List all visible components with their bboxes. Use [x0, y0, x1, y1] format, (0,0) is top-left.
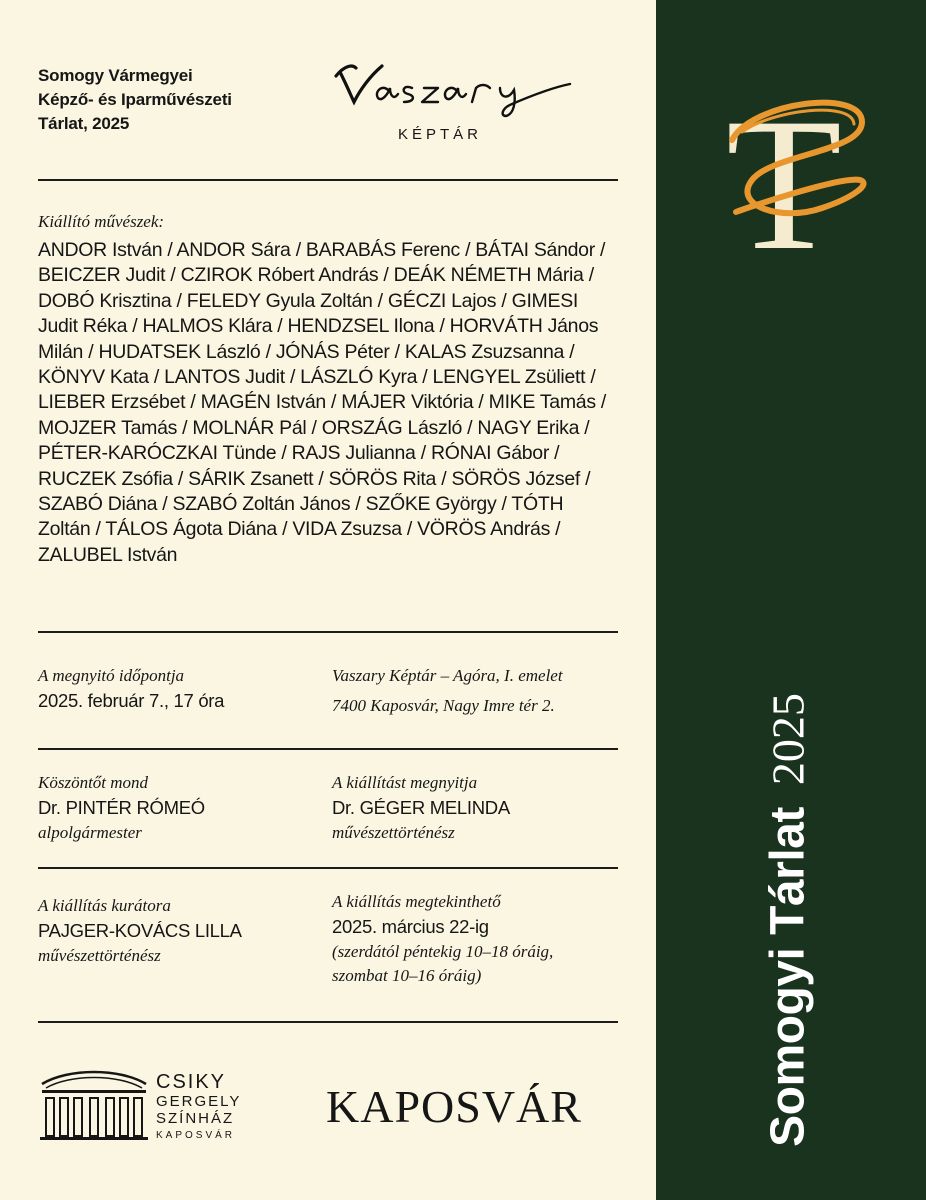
- venue-line-1: Vaszary Képtár – Agóra, I. emelet: [332, 666, 563, 685]
- event-title-line: Képző- és Iparművészeti: [38, 90, 232, 109]
- viewing-block: [332, 890, 622, 988]
- vertical-title: [761, 693, 816, 1147]
- csiky-gergely-szinhaz-logo: [38, 1070, 242, 1150]
- curator-role: művészettörténész: [38, 946, 161, 965]
- theatre-building-icon: [38, 1070, 150, 1142]
- opener-block: [332, 771, 622, 845]
- opener-role: művészettörténész: [332, 823, 455, 842]
- emblem-letter: T: [725, 88, 843, 258]
- event-title-line: Somogy Vármegyei: [38, 66, 193, 85]
- opener-label: A kiállítást megnyitja: [332, 773, 478, 792]
- opening-time-block: [38, 664, 328, 714]
- curator-block: [38, 894, 328, 968]
- event-title-line: Tárlat, 2025: [38, 114, 130, 133]
- opening-time-label: A megnyitó időpontja: [38, 666, 185, 685]
- divider: [38, 1021, 618, 1023]
- csiky-line-4: KAPOSVÁR: [156, 1130, 236, 1141]
- kaposvar-logo: KAPOSVÁR: [326, 1081, 582, 1132]
- venue-block: [332, 664, 622, 718]
- greeting-role: alpolgármester: [38, 823, 142, 842]
- venue-line-2: 7400 Kaposvár, Nagy Imre tér 2.: [332, 696, 555, 715]
- artists-list: ANDOR István / ANDOR Sára / BARABÁS Ferenc / BÁTAI Sándor / BEICZER Judit / CZIROK Róbert András / DEÁK NÉMETH Mária / DOBÓ Krisztina / FELEDY Gyula Zoltán / GÉCZI Lajos / GIMESI Judit Réka / HALMOS Klára / HENDZSEL Ilona / HORVÁTH János Milán / HUDATSEK László / JÓNÁS Péter / KALAS Zsuzsanna / KÖNYV Kata / LANTOS Judit / LÁSZLÓ Kyra / LENGYEL Zsüliett / LIEBER Erzsébet / MAGÉN István / MÁJER Viktória / MIKE Tamás / MOJZER Tamás / MOLNÁR Pál / ORSZÁG László / NAGY Erika / PÉTER-KARÓCZKAI Tünde / RAJS Julianna / RÓNAI Gábor / RUCZEK Zsófia / SÁRIK Zsanett / SÖRÖS Rita / SÖRÖS József / SZABÓ Diána / SZABÓ Zoltán János / SZŐKE György / TÓTH Zoltán / TÁLOS Ágota Diána / VIDA Zsuzsa / VÖRÖS András / ZALUBEL István: [38, 239, 607, 566]
- viewing-label: A kiállítás megtekinthető: [332, 892, 501, 911]
- greeting-block: [38, 771, 328, 845]
- vaszary-script-mark: [330, 58, 580, 118]
- vertical-title-year: 2025: [762, 693, 814, 786]
- greeting-label: Köszöntőt mond: [38, 773, 149, 792]
- vaszary-keptar-logo: [330, 58, 580, 154]
- csiky-line-2: GERGELY: [156, 1093, 242, 1110]
- csiky-line-1: CSIKY: [156, 1071, 227, 1093]
- viewing-hours-line-2: szombat 10–16 óráig): [332, 966, 482, 985]
- tarlat-emblem-icon: [712, 88, 882, 258]
- divider: [38, 631, 618, 633]
- csiky-text: [156, 1072, 241, 1141]
- divider: [38, 867, 618, 869]
- vertical-title-name: Somogyi Tárlat: [761, 807, 815, 1147]
- vertical-title-area: [708, 690, 868, 1150]
- opener-name: Dr. GÉGER MELINDA: [332, 797, 510, 818]
- event-title: [38, 64, 308, 136]
- divider: [38, 179, 618, 181]
- vaszary-keptar-label: KÉPTÁR: [398, 126, 483, 143]
- csiky-line-3: SZÍNHÁZ: [156, 1110, 235, 1127]
- opening-time-value: 2025. február 7., 17 óra: [38, 690, 225, 711]
- viewing-until: 2025. március 22-ig: [332, 916, 489, 937]
- curator-name: PAJGER-KOVÁCS LILLA: [38, 920, 242, 941]
- viewing-hours-line-1: (szerdától péntekig 10–18 óráig,: [332, 942, 554, 961]
- artists-label: Kiállító művészek:: [38, 212, 165, 231]
- curator-label: A kiállítás kurátora: [38, 896, 171, 915]
- greeting-name: Dr. PINTÉR RÓMEÓ: [38, 797, 205, 818]
- divider: [38, 748, 618, 750]
